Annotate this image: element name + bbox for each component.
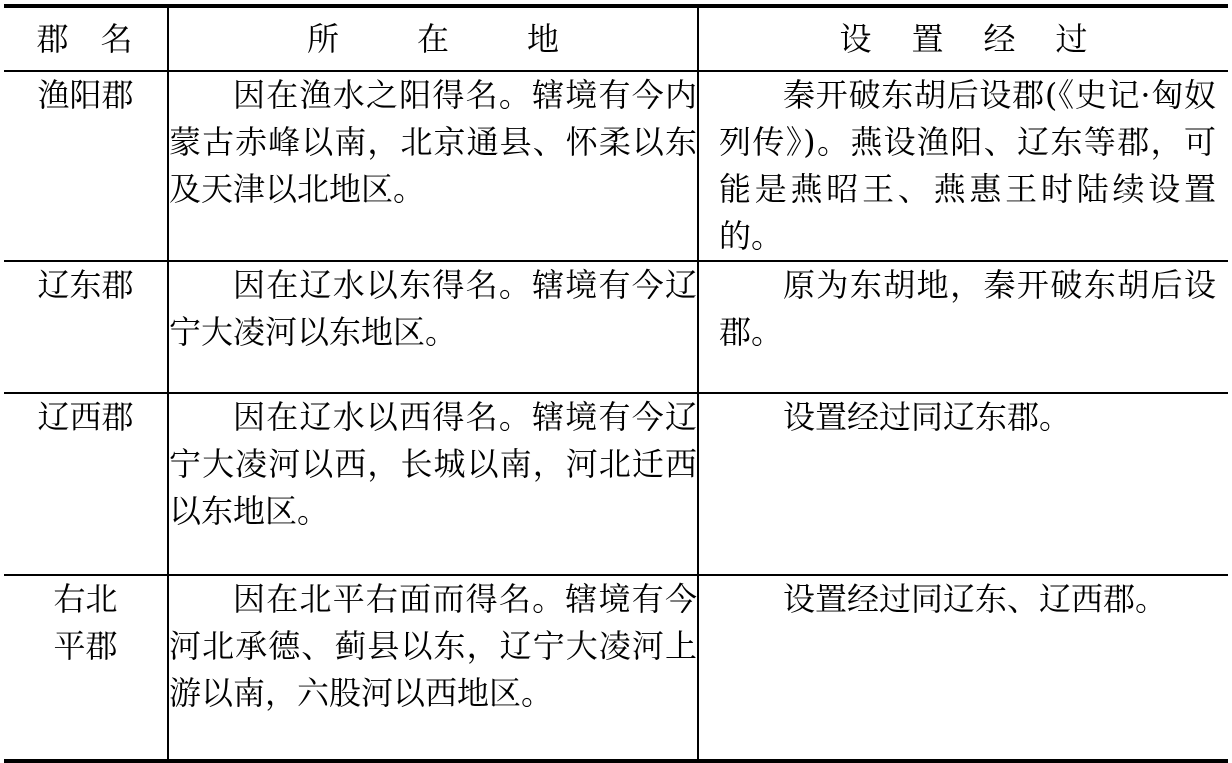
table-row <box>4 575 1228 761</box>
history-cell: 原为东胡地，秦开破东胡后设郡。 <box>698 261 1228 393</box>
commandery-name-text: 右北平郡 <box>53 580 118 665</box>
commandery-table <box>4 4 1228 763</box>
location-cell: 因在北平右面而得名。辖境有今河北承德、蓟县以东，辽宁大凌河上游以南，六股河以西地区。 <box>168 575 698 761</box>
location-cell: 因在辽水以东得名。辖境有今辽宁大凌河以东地区。 <box>168 261 698 393</box>
header-commandery-name: 郡名 <box>4 6 168 71</box>
header-establishment-history: 设置经过 <box>698 6 1228 71</box>
table-row <box>4 261 1228 393</box>
table-row <box>4 393 1228 575</box>
location-cell: 因在辽水以西得名。辖境有今辽宁大凌河以西，长城以南，河北迁西以东地区。 <box>168 393 698 575</box>
history-cell: 设置经过同辽东郡。 <box>698 393 1228 575</box>
table-header-row <box>4 6 1228 71</box>
header-location: 所在地 <box>168 6 698 71</box>
history-cell: 设置经过同辽东、辽西郡。 <box>698 575 1228 761</box>
commandery-name-cell: 辽东郡 <box>4 261 168 393</box>
location-cell: 因在渔水之阳得名。辖境有今内蒙古赤峰以南，北京通县、怀柔以东及天津以北地区。 <box>168 71 698 261</box>
commandery-name-cell: 渔阳郡 <box>4 71 168 261</box>
history-cell: 秦开破东胡后设郡(《史记·匈奴列传》)。燕设渔阳、辽东等郡，可能是燕昭王、燕惠王时陆续设置的。 <box>698 71 1228 261</box>
table-row <box>4 71 1228 261</box>
commandery-name-cell: 辽西郡 <box>4 393 168 575</box>
commandery-name-cell <box>4 575 168 761</box>
